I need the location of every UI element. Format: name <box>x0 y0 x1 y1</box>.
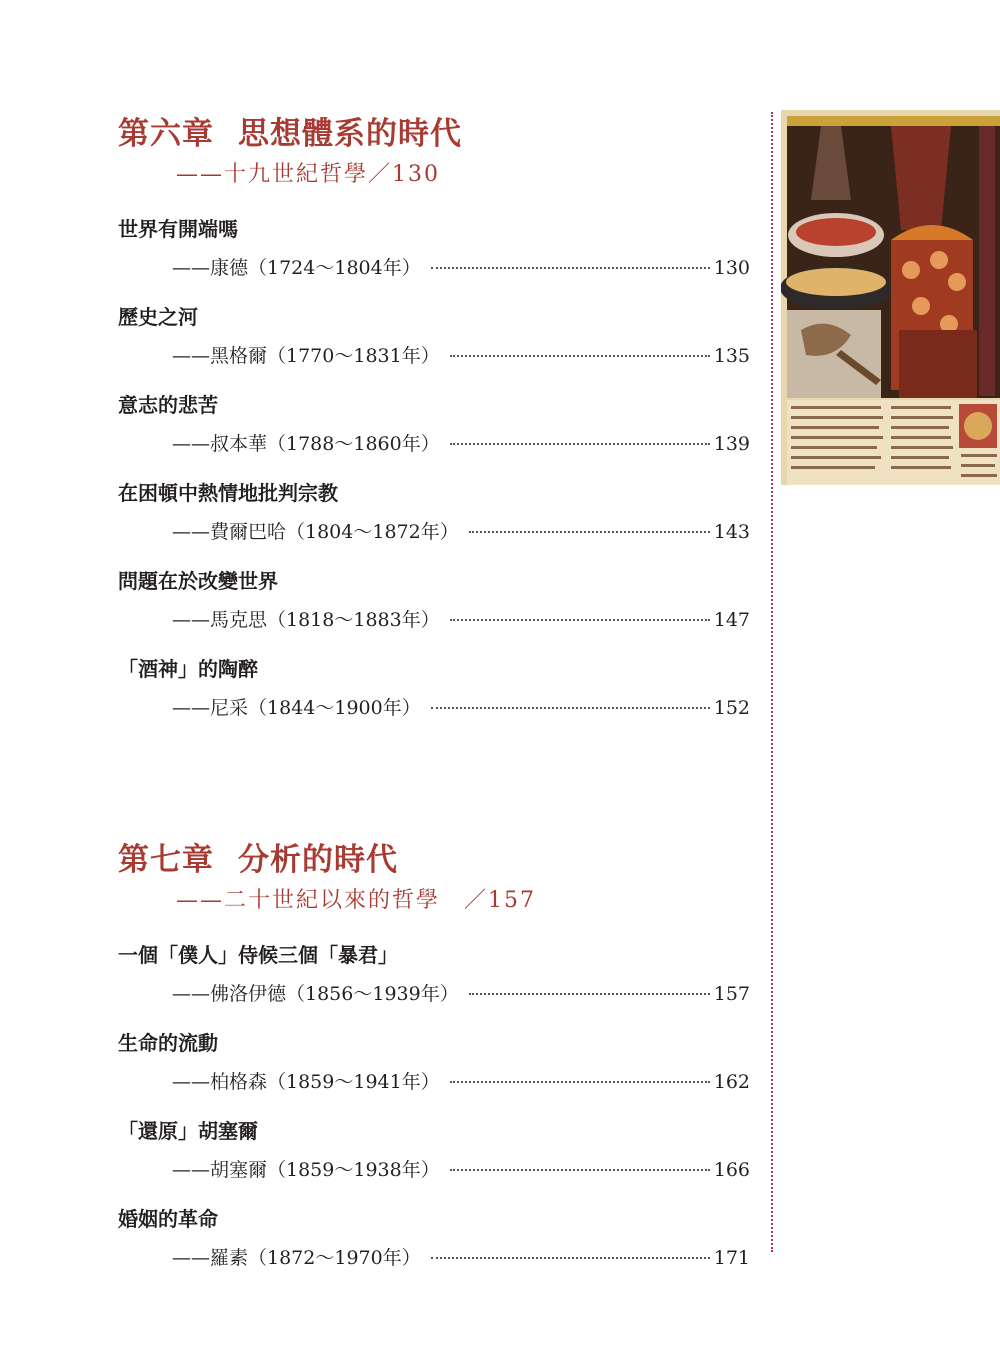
entry-philosopher: ——馬克思（1818～1883年） <box>172 609 440 631</box>
chapter-7 <box>118 838 750 1292</box>
table-of-contents <box>118 112 750 1292</box>
chapter-name: 思想體系的時代 <box>238 116 462 152</box>
page-number: 143 <box>713 521 750 543</box>
chapter-number: 第七章 <box>118 842 214 878</box>
entry-line <box>172 1150 750 1190</box>
entry-list <box>118 214 750 742</box>
entry-philosopher: ——叔本華（1788～1860年） <box>172 433 440 455</box>
entry-line <box>172 688 750 728</box>
dot-leader <box>469 993 710 995</box>
page-number: 147 <box>713 609 750 631</box>
chapter-number: 第六章 <box>118 116 214 152</box>
entry-philosopher: ——羅素（1872～1970年） <box>172 1247 421 1269</box>
toc-entry[interactable] <box>118 302 750 390</box>
entry-line <box>172 336 750 376</box>
toc-entry[interactable] <box>118 1028 750 1116</box>
entry-line <box>172 1062 750 1102</box>
page-number: 171 <box>713 1247 750 1269</box>
toc-entry[interactable] <box>118 478 750 566</box>
entry-line <box>172 512 750 552</box>
page-number: 157 <box>713 983 750 1005</box>
entry-philosopher: ——佛洛伊德（1856～1939年） <box>172 983 459 1005</box>
dot-leader <box>450 1169 710 1171</box>
entry-title: 「還原」胡塞爾 <box>118 1119 258 1143</box>
chapter-6 <box>118 112 750 742</box>
chapter-name: 分析的時代 <box>238 842 398 878</box>
toc-entry[interactable] <box>118 566 750 654</box>
page-number: 135 <box>713 345 750 367</box>
entry-philosopher: ——費爾巴哈（1804～1872年） <box>172 521 459 543</box>
chapter-title <box>118 838 750 882</box>
illustration-graphic <box>781 110 1000 485</box>
page-number: 166 <box>713 1159 750 1181</box>
entry-line <box>172 1238 750 1278</box>
entry-line <box>172 248 750 288</box>
dot-leader <box>431 707 710 709</box>
entry-philosopher: ——尼采（1844～1900年） <box>172 697 421 719</box>
dot-leader <box>431 1257 710 1259</box>
toc-entry[interactable] <box>118 654 750 742</box>
entry-title: 在困頓中熱情地批判宗教 <box>118 481 338 505</box>
entry-line <box>172 424 750 464</box>
toc-entry[interactable] <box>118 1116 750 1204</box>
page-number: 162 <box>713 1071 750 1093</box>
toc-entry[interactable] <box>118 214 750 302</box>
page-number: 130 <box>713 257 750 279</box>
toc-entry[interactable] <box>118 940 750 1028</box>
toc-entry[interactable] <box>118 1204 750 1292</box>
page-number: 139 <box>713 433 750 455</box>
entry-line <box>172 974 750 1014</box>
toc-entry[interactable] <box>118 390 750 478</box>
dot-leader <box>450 619 710 621</box>
entry-list <box>118 940 750 1292</box>
dot-leader <box>431 267 710 269</box>
entry-title: 「酒神」的陶醉 <box>118 657 258 681</box>
medieval-illustration <box>781 110 1000 485</box>
entry-title: 問題在於改變世界 <box>118 569 278 593</box>
entry-title: 意志的悲苦 <box>118 393 218 417</box>
entry-title: 婚姻的革命 <box>118 1207 218 1231</box>
dot-leader <box>450 1081 710 1083</box>
entry-title: 生命的流動 <box>118 1031 218 1055</box>
entry-philosopher: ——柏格森（1859～1941年） <box>172 1071 440 1093</box>
chapter-subtitle: ——二十世紀以來的哲學 ／157 <box>176 888 536 913</box>
dot-leader <box>450 443 710 445</box>
entry-line <box>172 600 750 640</box>
entry-philosopher: ——胡塞爾（1859～1938年） <box>172 1159 440 1181</box>
chapter-title <box>118 112 750 156</box>
dotted-divider <box>771 112 773 1252</box>
entry-philosopher: ——黑格爾（1770～1831年） <box>172 345 440 367</box>
dot-leader <box>450 355 710 357</box>
entry-title: 世界有開端嗎 <box>118 217 238 241</box>
chapter-subtitle: ——十九世紀哲學／130 <box>176 162 440 187</box>
entry-title: 一個「僕人」侍候三個「暴君」 <box>118 943 398 967</box>
entry-title: 歷史之河 <box>118 305 198 329</box>
dot-leader <box>469 531 710 533</box>
entry-philosopher: ——康德（1724～1804年） <box>172 257 421 279</box>
page-number: 152 <box>713 697 750 719</box>
